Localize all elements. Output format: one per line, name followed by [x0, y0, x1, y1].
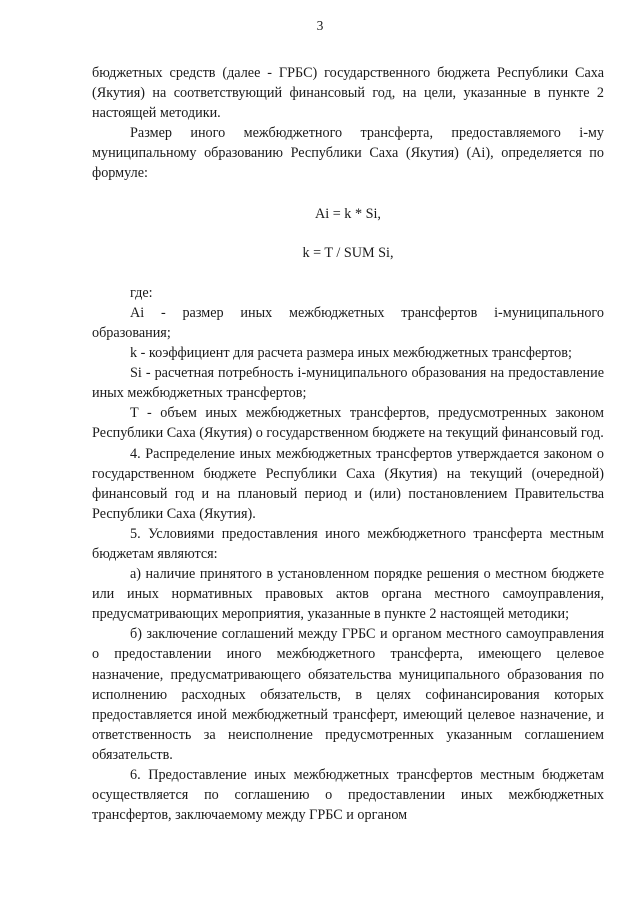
- definition-k: k - коэффициент для расчета размера иных межбюджетных трансфертов;: [130, 345, 572, 362]
- definition-t: T - объем иных межбюджетных трансфертов, предусмотренных законом Республики Саха (Якутия) о государственном бюджете на текущий финансовый год.: [92, 405, 604, 442]
- item-5a: а) наличие принятого в установленном порядке решения о местном бюджете или иных нормативных правовых актов органа местного самоуправления, предусматривающих мероприятия, указанные в пункте 2 настоящей методики;: [92, 566, 604, 623]
- page-number: 3: [316, 18, 324, 33]
- definitions-intro: где:: [130, 284, 153, 301]
- definition-ai: Ai - размер иных межбюджетных трансфертов i-муниципального образования;: [92, 304, 604, 341]
- item-5b: б) заключение соглашений между ГРБС и органом местного самоуправления о предоставлении иного межбюджетного трансферта, имеющего целевое назначение, предусматривающего обязательства муниципального образования по исполнению расходных обязательств, в целях софинансирования которых предоставляется иной межбюджетный трансферт, имеющий целевое назначение, и ответственность за неисполнение предусмотренных указанным соглашением обязательств.: [92, 626, 604, 763]
- item-6: 6. Предоставление иных межбюджетных трансфертов местным бюджетам осуществляется по соглашению о предоставлении иных межбюджетных трансфертов, заключаемому между ГРБС и органом: [92, 767, 604, 824]
- formula-k: k = T / SUM Si,: [302, 244, 394, 261]
- item-5: 5. Условиями предоставления иного межбюджетного трансферта местным бюджетам являются:: [92, 525, 604, 562]
- document-body: [92, 63, 604, 825]
- item-4: 4. Распределение иных межбюджетных трансфертов утверждается законом о государственном бюджете Республики Саха (Якутия) на текущий (очередной) финансовый год и на плановый период и (или) постановлением Правительства Республики Саха (Якутия).: [92, 445, 604, 522]
- paragraph-formula-intro: Размер иного межбюджетного трансферта, предоставляемого i-му муниципальному образованию Республики Саха (Якутия) (Ai), определяется по формуле:: [92, 125, 604, 182]
- paragraph-continuation: бюджетных средств (далее - ГРБС) государственного бюджета Республики Саха (Якутия) на соответствующий финансовый год, на цели, указанные в пункте 2 настоящей методики.: [92, 65, 604, 122]
- formula-ai: Ai = k * Si,: [315, 205, 381, 222]
- definition-si: Si - расчетная потребность i-муниципального образования на предоставление иных межбюджетных трансфертов;: [92, 365, 604, 402]
